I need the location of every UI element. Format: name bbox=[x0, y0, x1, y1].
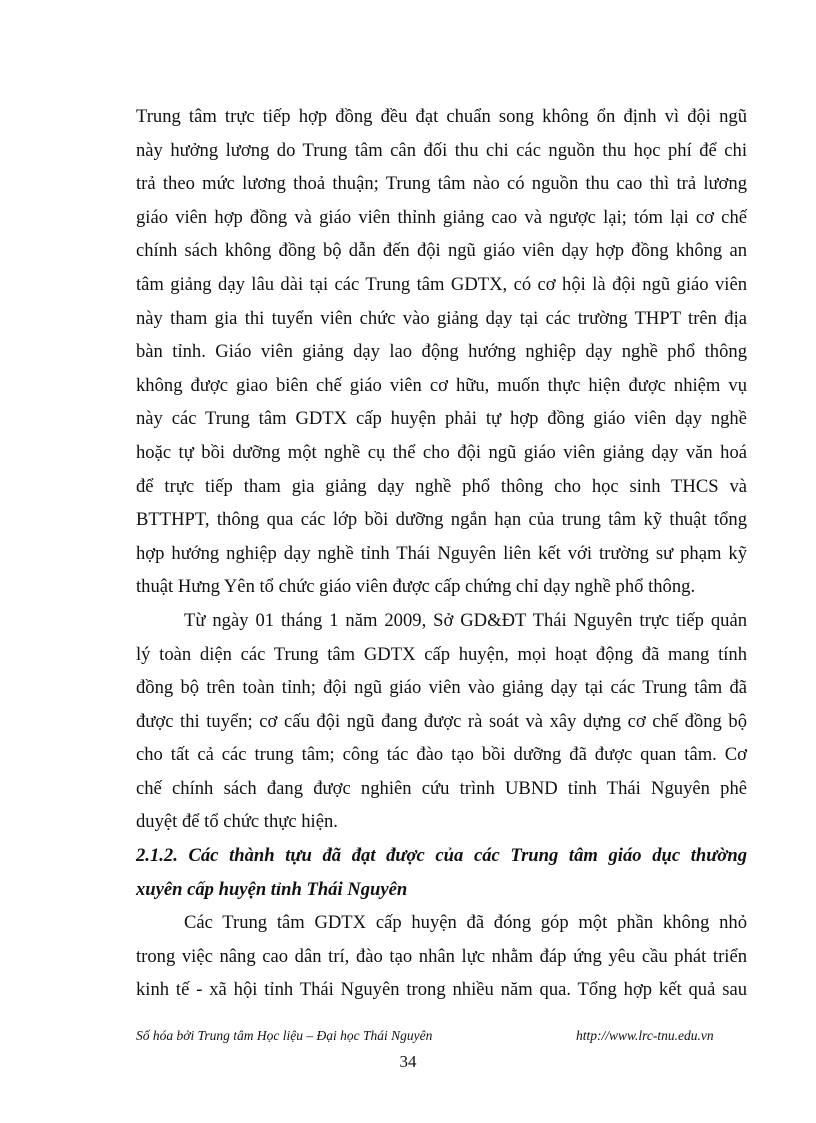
section-heading: xuyên cấp huyện tỉnh Thái Nguyên bbox=[136, 878, 408, 900]
page-number: 34 bbox=[399, 1052, 417, 1071]
footer-source: Số hóa bởi Trung tâm Học liệu – Đại học Thái Nguyên bbox=[136, 1028, 433, 1043]
footer-url: http://www.lrc-tnu.edu.vn bbox=[576, 1028, 714, 1043]
text-line: tâm giảng dạy lâu dài tại các Trung tâm GDTX, có cơ hội là đội ngũ giáo viên bbox=[136, 273, 747, 295]
text-line: này tham gia thi tuyển viên chức vào giảng dạy tại các trường THPT trên địa bbox=[136, 307, 747, 329]
text-line: lý toàn diện các Trung tâm GDTX cấp huyện, mọi hoạt động đã mang tính bbox=[136, 643, 747, 665]
text-line: hợp hướng nghiệp dạy nghề tỉnh Thái Nguyên liên kết với trường sư phạm kỹ bbox=[136, 542, 747, 564]
text-line: trong việc nâng cao dân trí, đào tạo nhân lực nhằm đáp ứng yêu cầu phát triển bbox=[136, 945, 747, 967]
text-line: giáo viên hợp đồng và giáo viên thỉnh giảng cao và ngược lại; tóm lại cơ chế bbox=[136, 206, 747, 228]
text-line: này các Trung tâm GDTX cấp huyện phải tự hợp đồng giáo viên dạy nghề bbox=[136, 408, 747, 430]
text-line: không được giao biên chế giáo viên cơ hữu, muốn thực hiện được nhiệm vụ bbox=[136, 374, 747, 396]
text-line: Các Trung tâm GDTX cấp huyện đã đóng góp một phần không nhỏ bbox=[184, 912, 747, 934]
text-line: trả theo mức lương thoả thuận; Trung tâm nào có nguồn thu cao thì trả lương bbox=[136, 173, 747, 195]
section-heading: 2.1.2. Các thành tựu đã đạt được của các Trung tâm giáo dục thường bbox=[136, 845, 747, 867]
text-line: Từ ngày 01 tháng 1 năm 2009, Sở GD&ĐT Thái Nguyên trực tiếp quản bbox=[184, 609, 747, 631]
text-line: đồng bộ trên toàn tỉnh; đội ngũ giáo viên vào giảng dạy tại các Trung tâm đã bbox=[136, 677, 747, 699]
text-line: cho tất cả các trung tâm; công tác đào tạo bồi dưỡng đã được quan tâm. Cơ bbox=[136, 744, 747, 766]
text-line: chính sách không đồng bộ dẫn đến đội ngũ giáo viên dạy hợp đồng không an bbox=[136, 240, 747, 262]
text-line: bàn tỉnh. Giáo viên giảng dạy lao động hướng nghiệp dạy nghề phổ thông bbox=[136, 341, 747, 363]
text-line: BTTHPT, thông qua các lớp bồi dưỡng ngắn hạn của trung tâm kỹ thuật tổng bbox=[136, 509, 747, 531]
text-line: duyệt để tổ chức thực hiện. bbox=[136, 811, 338, 833]
text-line: này hưởng lương do Trung tâm cân đối thu chi các nguồn thu học phí để chi bbox=[136, 139, 747, 161]
text-line: Trung tâm trực tiếp hợp đồng đều đạt chuẩn song không ổn định vì đội ngũ bbox=[136, 106, 747, 127]
text-line: được thi tuyển; cơ cấu đội ngũ đang được rà soát và xây dựng cơ chế đồng bộ bbox=[136, 710, 747, 732]
text-line: thuật Hưng Yên tổ chức giáo viên được cấp chứng chỉ dạy nghề phổ thông. bbox=[136, 576, 696, 598]
text-line: kinh tế - xã hội tỉnh Thái Nguyên trong nhiều năm qua. Tổng hợp kết quả sau bbox=[136, 979, 747, 1001]
text-line: để trực tiếp tham gia giảng dạy nghề phổ thông cho học sinh THCS và bbox=[136, 475, 747, 497]
body-text bbox=[136, 100, 747, 1007]
text-line: hoặc tự bồi dưỡng một nghề cụ thể cho đội ngũ giáo viên giảng dạy văn hoá bbox=[136, 441, 747, 463]
text-line: chế chính sách đang được nghiên cứu trình UBND tỉnh Thái Nguyên phê bbox=[136, 777, 747, 799]
